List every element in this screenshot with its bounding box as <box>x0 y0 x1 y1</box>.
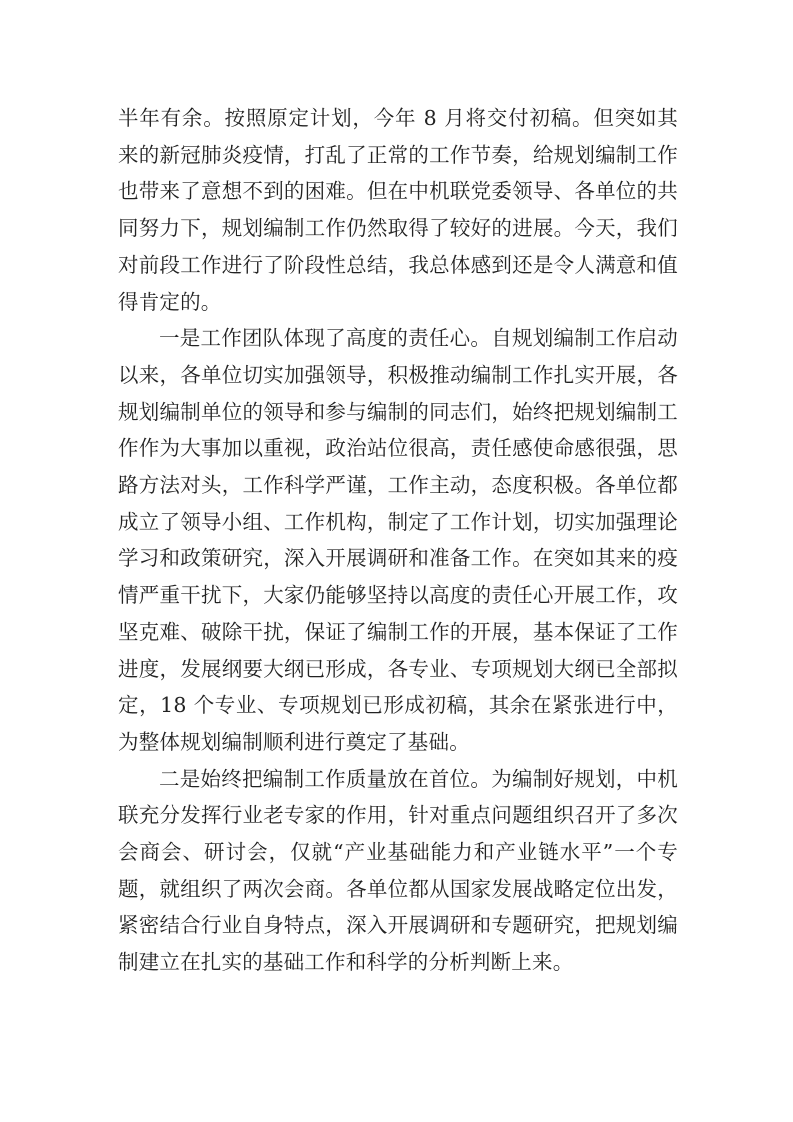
paragraph-2 <box>118 320 678 760</box>
paragraph-3-text: 为编制好规划，中机联充分发挥行业老专家的作用，针对重点问题组织召开了多次会商会、研讨会，仅就“产业基础能力和产业链水平”一个专题，就组织了两次会商。各单位都从国家发展战略定位出发，紧密结合行业自身特点，深入开展调研和专题研究，把规划编制建立在扎实的基础工作和科学的分析判断上来。 <box>118 766 678 975</box>
paragraph-3-lead: 二是始终把编制工作质量放在首位。 <box>159 766 492 791</box>
paragraph-1-text: 半年有余。按照原定计划，今年 8 月将交付初稿。但突如其来的新冠肺炎疫情，打乱了正常的工作节奏，给规划编制工作也带来了意想不到的困难。但在中机联党委领导、各单位的共同努力下，规划编制工作仍然取得了较好的进展。今天，我们对前段工作进行了阶段性总结，我总体感到还是令人满意和值得肯定的。 <box>118 106 678 314</box>
paragraph-1 <box>118 100 678 320</box>
paragraph-2-lead: 一是工作团队体现了高度的责任心。 <box>159 326 492 351</box>
paragraph-2-text: 自规划编制工作启动以来，各单位切实加强领导，积极推动编制工作扎实开展，各规划编制单位的领导和参与编制的同志们，始终把规划编制工作作为大事加以重视，政治站位很高，责任感使命感很强，思路方法对头，工作科学严谨，工作主动，态度积极。各单位都成立了领导小组、工作机构，制定了工作计划，切实加强理论学习和政策研究，深入开展调研和准备工作。在突如其来的疫情严重干扰下，大家仍能够坚持以高度的责任心开展工作，攻坚克难、破除干扰，保证了编制工作的开展，基本保证了工作进度，发展纲要大纲已形成，各专业、专项规划大纲已全部拟定，18 个专业、专项规划已形成初稿，其余在紧张进行中，为整体规划编制顺利进行奠定了基础。 <box>118 326 678 754</box>
paragraph-3 <box>118 761 678 981</box>
document-body <box>118 100 678 981</box>
